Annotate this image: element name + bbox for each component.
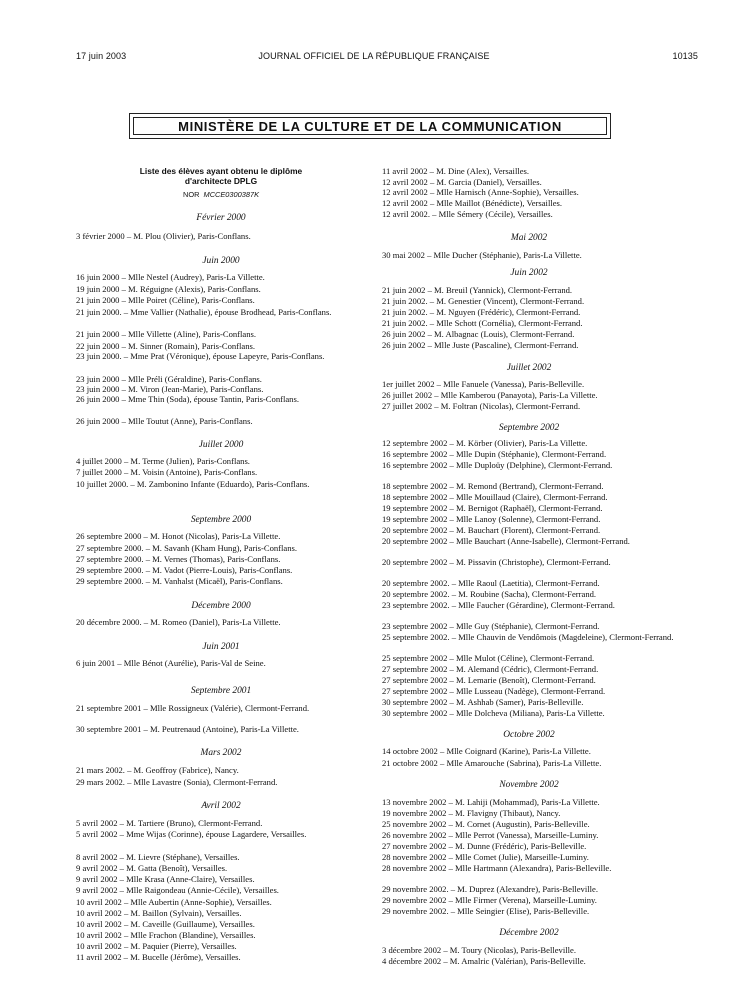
graduate-entry: 27 septembre 2000. – M. Vernes (Thomas), Paris-Conflans. — [76, 554, 281, 564]
nor-label: NOR — [182, 190, 200, 199]
graduate-entry: 20 septembre 2002. – M. Roubine (Sacha), Clermont-Ferrand. — [382, 589, 597, 599]
graduate-entry: 10 avril 2002 – M. Caveille (Guillaume), Versailles. — [76, 919, 255, 929]
graduate-entry: 28 novembre 2002 – Mlle Hartmann (Alexandra), Paris-Belleville. — [382, 863, 612, 873]
graduate-entry: 8 avril 2002 – M. Lievre (Stéphane), Versailles. — [76, 852, 240, 862]
graduate-entry: 23 juin 2000. – Mme Prat (Véronique), épouse Lapeyre, Paris-Conflans. — [76, 351, 325, 361]
graduate-entry: 29 novembre 2002. – M. Duprez (Alexandre), Paris-Belleville. — [382, 884, 598, 894]
graduate-entry: 27 septembre 2002 – M. Lemarie (Benoît), Clermont-Ferrand. — [382, 675, 596, 685]
graduate-entry: 21 juin 2002. – Mlle Schott (Cornélia), Clermont-Ferrand. — [382, 318, 583, 328]
section-heading-novembre-2002: Novembre 2002 — [499, 780, 559, 790]
graduate-entry: 19 novembre 2002 – M. Flavigny (Thibaut), Nancy. — [382, 808, 561, 818]
graduate-entry: 19 septembre 2002 – M. Bernigot (Raphaël), Clermont-Ferrand. — [382, 503, 603, 513]
graduate-entry: 10 juillet 2000. – M. Zambonino Infante (Eduardo), Paris-Conflans. — [76, 479, 310, 489]
graduate-entry: 29 septembre 2000. – M. Vanhalst (Micaël), Paris-Conflans. — [76, 576, 283, 586]
list-title-line-1: Liste des élèves ayant obtenu le diplôme — [139, 166, 303, 176]
graduate-entry: 23 juin 2000 – M. Viron (Jean-Marie), Paris-Conflans. — [76, 384, 264, 394]
graduate-entry: 12 avril 2002 – M. Garcia (Daniel), Versailles. — [382, 177, 542, 187]
graduate-entry: 20 septembre 2002. – Mlle Raoul (Laetitia), Clermont-Ferrand. — [382, 578, 600, 588]
header-page-number: 10135 — [672, 51, 698, 61]
section-heading-septembre-2000: Septembre 2000 — [190, 515, 252, 525]
graduate-entry: 27 novembre 2002 – M. Dunne (Frédéric), Paris-Belleville. — [382, 841, 587, 851]
graduate-entry: 20 septembre 2002 – M. Bauchart (Florent), Clermont-Ferrand. — [382, 525, 601, 535]
ministry-title: MINISTÈRE DE LA CULTURE ET DE LA COMMUNICATION — [133, 117, 607, 135]
graduate-entry: 26 juin 2002 – Mlle Juste (Pascaline), Clermont-Ferrand. — [382, 340, 579, 350]
graduate-entry: 11 avril 2002 – M. Bucelle (Jérôme), Versailles. — [76, 952, 241, 962]
list-title-line-2: d'architecte DPLG — [184, 176, 258, 186]
graduate-entry: 18 septembre 2002 – Mlle Mouillaud (Claire), Clermont-Ferrand. — [382, 492, 608, 502]
section-heading-mars-2002: Mars 2002 — [200, 748, 242, 758]
graduate-entry: 26 novembre 2002 – Mlle Perrot (Vanessa), Marseille-Luminy. — [382, 830, 599, 840]
graduate-entry: 9 avril 2002 – M. Gatta (Benoît), Versailles. — [76, 863, 228, 873]
section-heading-octobre-2002: Octobre 2002 — [503, 730, 555, 740]
graduate-entry: 25 septembre 2002 – Mlle Mulot (Céline), Clermont-Ferrand. — [382, 653, 595, 663]
graduate-entry: 21 juin 2002. – M. Nguyen (Frédéric), Clermont-Ferrand. — [382, 307, 581, 317]
section-heading-avril-2002: Avril 2002 — [201, 801, 241, 811]
graduate-entry: 25 septembre 2002. – Mlle Chauvin de Vendômois (Magdeleine), Clermont-Ferrand. — [382, 632, 674, 642]
graduate-entry: 23 septembre 2002. – Mlle Faucher (Gérardine), Clermont-Ferrand. — [382, 600, 615, 610]
graduate-entry: 29 mars 2002. – Mlle Lavastre (Sonia), Clermont-Ferrand. — [76, 777, 278, 787]
section-heading-juin-2000: Juin 2000 — [202, 256, 240, 266]
graduate-entry: 10 avril 2002 – M. Baillon (Sylvain), Versailles. — [76, 908, 242, 918]
graduate-entry: 3 décembre 2002 – M. Toury (Nicolas), Paris-Belleville. — [382, 945, 576, 955]
graduate-entry: 9 avril 2002 – Mlle Raigondeau (Annie-Cécile), Versailles. — [76, 885, 279, 895]
graduate-entry: 12 avril 2002 – Mlle Maillot (Bénédicte), Versailles. — [382, 198, 563, 208]
graduate-entry: 20 décembre 2000. – M. Romeo (Daniel), Paris-La Villette. — [76, 617, 281, 627]
graduate-entry: 26 juin 2000 – Mme Thin (Soda), épouse Tantin, Paris-Conflans. — [76, 394, 299, 404]
graduate-entry: 23 septembre 2002 – Mlle Guy (Stéphanie), Clermont-Ferrand. — [382, 621, 600, 631]
header-date: 17 juin 2003 — [76, 51, 127, 61]
nor-code: MCCE0300387K — [203, 190, 259, 199]
graduate-entry: 11 avril 2002 – M. Dine (Alex), Versailles. — [382, 166, 530, 176]
graduate-entry: 10 avril 2002 – Mlle Frachon (Blandine), Versailles. — [76, 930, 256, 940]
graduate-entry: 27 juillet 2002 – M. Foltran (Nicolas), Clermont-Ferrand. — [382, 401, 581, 411]
graduate-entry: 6 juin 2001 – Mlle Bénot (Aurélie), Paris-Val de Seine. — [76, 658, 266, 668]
graduate-entry: 27 septembre 2002 – Mlle Lusseau (Nadège), Clermont-Ferrand. — [382, 686, 606, 696]
graduate-entry: 9 avril 2002 – Mlle Krasa (Anne-Claire), Versailles. — [76, 874, 255, 884]
section-heading-fevrier-2000: Février 2000 — [196, 213, 246, 223]
graduate-entry: 21 juin 2000 – Mlle Villette (Aline), Paris-Conflans. — [76, 329, 257, 339]
section-heading-juin-2001: Juin 2001 — [202, 642, 240, 652]
graduate-entry: 4 décembre 2002 – M. Amalric (Valérian), Paris-Belleville. — [382, 956, 586, 966]
section-heading-juin-2002: Juin 2002 — [510, 268, 548, 278]
graduate-entry: 27 septembre 2002 – M. Alemand (Cédric), Clermont-Ferrand. — [382, 664, 599, 674]
nor-reference — [76, 190, 366, 201]
graduate-entry: 20 septembre 2002 – Mlle Bauchart (Anne-Isabelle), Clermont-Ferrand. — [382, 536, 630, 546]
graduate-entry: 10 avril 2002 – Mlle Aubertin (Anne-Sophie), Versailles. — [76, 897, 272, 907]
section-heading-decembre-2002: Décembre 2002 — [499, 928, 559, 938]
graduate-entry: 26 juin 2000 – Mlle Toutut (Anne), Paris-Conflans. — [76, 416, 253, 426]
section-heading-mai-2002: Mai 2002 — [510, 233, 548, 243]
ministry-title-box — [129, 113, 611, 139]
section-heading-juillet-2002: Juillet 2002 — [506, 363, 552, 373]
graduate-entry: 3 février 2000 – M. Plou (Olivier), Paris-Conflans. — [76, 231, 251, 241]
graduate-entry: 21 octobre 2002 – Mlle Amarouche (Sabrina), Paris-La Villette. — [382, 758, 602, 768]
graduate-entry: 5 avril 2002 – Mme Wijas (Corinne), épouse Lagardere, Versailles. — [76, 829, 307, 839]
graduate-entry: 29 novembre 2002. – Mlle Seingier (Elise), Paris-Belleville. — [382, 906, 590, 916]
graduate-entry: 4 juillet 2000 – M. Terme (Julien), Paris-Conflans. — [76, 456, 250, 466]
graduate-entry: 23 juin 2000 – Mlle Préli (Géraldine), Paris-Conflans. — [76, 374, 262, 384]
graduate-entry: 16 juin 2000 – Mlle Nestel (Audrey), Paris-La Villette. — [76, 272, 265, 282]
graduate-entry: 29 novembre 2002 – Mlle Firmer (Verena), Marseille-Luminy. — [382, 895, 597, 905]
graduate-entry: 28 novembre 2002 – Mlle Comet (Julie), Marseille-Luminy. — [382, 852, 589, 862]
graduate-entry: 20 septembre 2002 – M. Pissavin (Christophe), Clermont-Ferrand. — [382, 557, 611, 567]
graduate-entry: 13 novembre 2002 – M. Lahiji (Mohammad), Paris-La Villette. — [382, 797, 600, 807]
graduate-entry: 16 septembre 2002 – Mlle Dupin (Stéphanie), Clermont-Ferrand. — [382, 449, 607, 459]
header-journal-title: JOURNAL OFFICIEL DE LA RÉPUBLIQUE FRANÇAISE — [258, 51, 490, 61]
graduate-entry: 12 avril 2002 – Mlle Harnisch (Anne-Sophie), Versailles. — [382, 187, 579, 197]
section-heading-septembre-2002: Septembre 2002 — [498, 423, 560, 433]
graduate-entry: 10 avril 2002 – M. Paquier (Pierre), Versailles. — [76, 941, 237, 951]
section-heading-juillet-2000: Juillet 2000 — [198, 440, 244, 450]
graduate-entry: 12 septembre 2002 – M. Körber (Olivier), Paris-La Villette. — [382, 438, 588, 448]
section-heading-septembre-2001: Septembre 2001 — [190, 686, 252, 696]
graduate-entry: 5 avril 2002 – M. Tartiere (Bruno), Clermont-Ferrand. — [76, 818, 263, 828]
graduate-entry: 29 septembre 2000. – M. Vadot (Pierre-Louis), Paris-Conflans. — [76, 565, 293, 575]
graduate-entry: 27 septembre 2000. – M. Savanh (Kham Hung), Paris-Conflans. — [76, 543, 298, 553]
graduate-entry: 19 septembre 2002 – Mlle Lanoy (Solenne), Clermont-Ferrand. — [382, 514, 601, 524]
graduate-entry: 26 juin 2002 – M. Albagnac (Louis), Clermont-Ferrand. — [382, 329, 575, 339]
graduate-entry: 7 juillet 2000 – M. Voisin (Antoine), Paris-Conflans. — [76, 467, 258, 477]
graduate-entry: 21 juin 2000. – Mme Vallier (Nathalie), épouse Brodhead, Paris-Conflans. — [76, 307, 332, 317]
graduate-entry: 18 septembre 2002 – M. Remond (Bertrand), Clermont-Ferrand. — [382, 481, 604, 491]
graduate-entry: 21 juin 2002 – M. Breuil (Yannick), Clermont-Ferrand. — [382, 285, 573, 295]
graduate-entry: 26 juillet 2002 – Mlle Kamberou (Panayota), Paris-La Villette. — [382, 390, 598, 400]
graduate-entry: 26 septembre 2000 – M. Honot (Nicolas), Paris-La Villette. — [76, 531, 281, 541]
graduate-entry: 19 juin 2000 – M. Réguigne (Alexis), Paris-Conflans. — [76, 284, 261, 294]
graduate-entry: 22 juin 2000 – M. Sinner (Romain), Paris-Conflans. — [76, 341, 256, 351]
graduate-entry: 12 avril 2002. – Mlle Sémery (Cécile), Versailles. — [382, 209, 553, 219]
graduate-entry: 1er juillet 2002 – Mlle Fanuele (Vanessa), Paris-Belleville. — [382, 379, 585, 389]
graduate-entry: 21 septembre 2001 – Mlle Rossigneux (Valérie), Clermont-Ferrand. — [76, 703, 310, 713]
graduate-entry: 21 mars 2002. – M. Geoffroy (Fabrice), Nancy. — [76, 765, 239, 775]
graduate-entry: 30 septembre 2001 – M. Peutrenaud (Antoine), Paris-La Villette. — [76, 724, 299, 734]
graduate-entry: 21 juin 2002. – M. Genestier (Vincent), Clermont-Ferrand. — [382, 296, 585, 306]
graduate-entry: 21 juin 2000 – Mlle Poiret (Céline), Paris-Conflans. — [76, 295, 255, 305]
graduate-entry: 16 septembre 2002 – Mlle Duploüy (Delphine), Clermont-Ferrand. — [382, 460, 613, 470]
graduate-entry: 30 mai 2002 – Mlle Ducher (Stéphanie), Paris-La Villette. — [382, 250, 582, 260]
graduate-entry: 30 septembre 2002 – M. Ashhab (Samer), Paris-Belleville. — [382, 697, 584, 707]
section-heading-decembre-2000: Décembre 2000 — [191, 601, 251, 611]
graduate-entry: 30 septembre 2002 – Mlle Dolcheva (Miliana), Paris-La Villette. — [382, 708, 605, 718]
graduate-entry: 25 novembre 2002 – M. Cornet (Augustin), Paris-Belleville. — [382, 819, 590, 829]
graduate-entry: 14 octobre 2002 – Mlle Coignard (Karine), Paris-La Villette. — [382, 746, 591, 756]
